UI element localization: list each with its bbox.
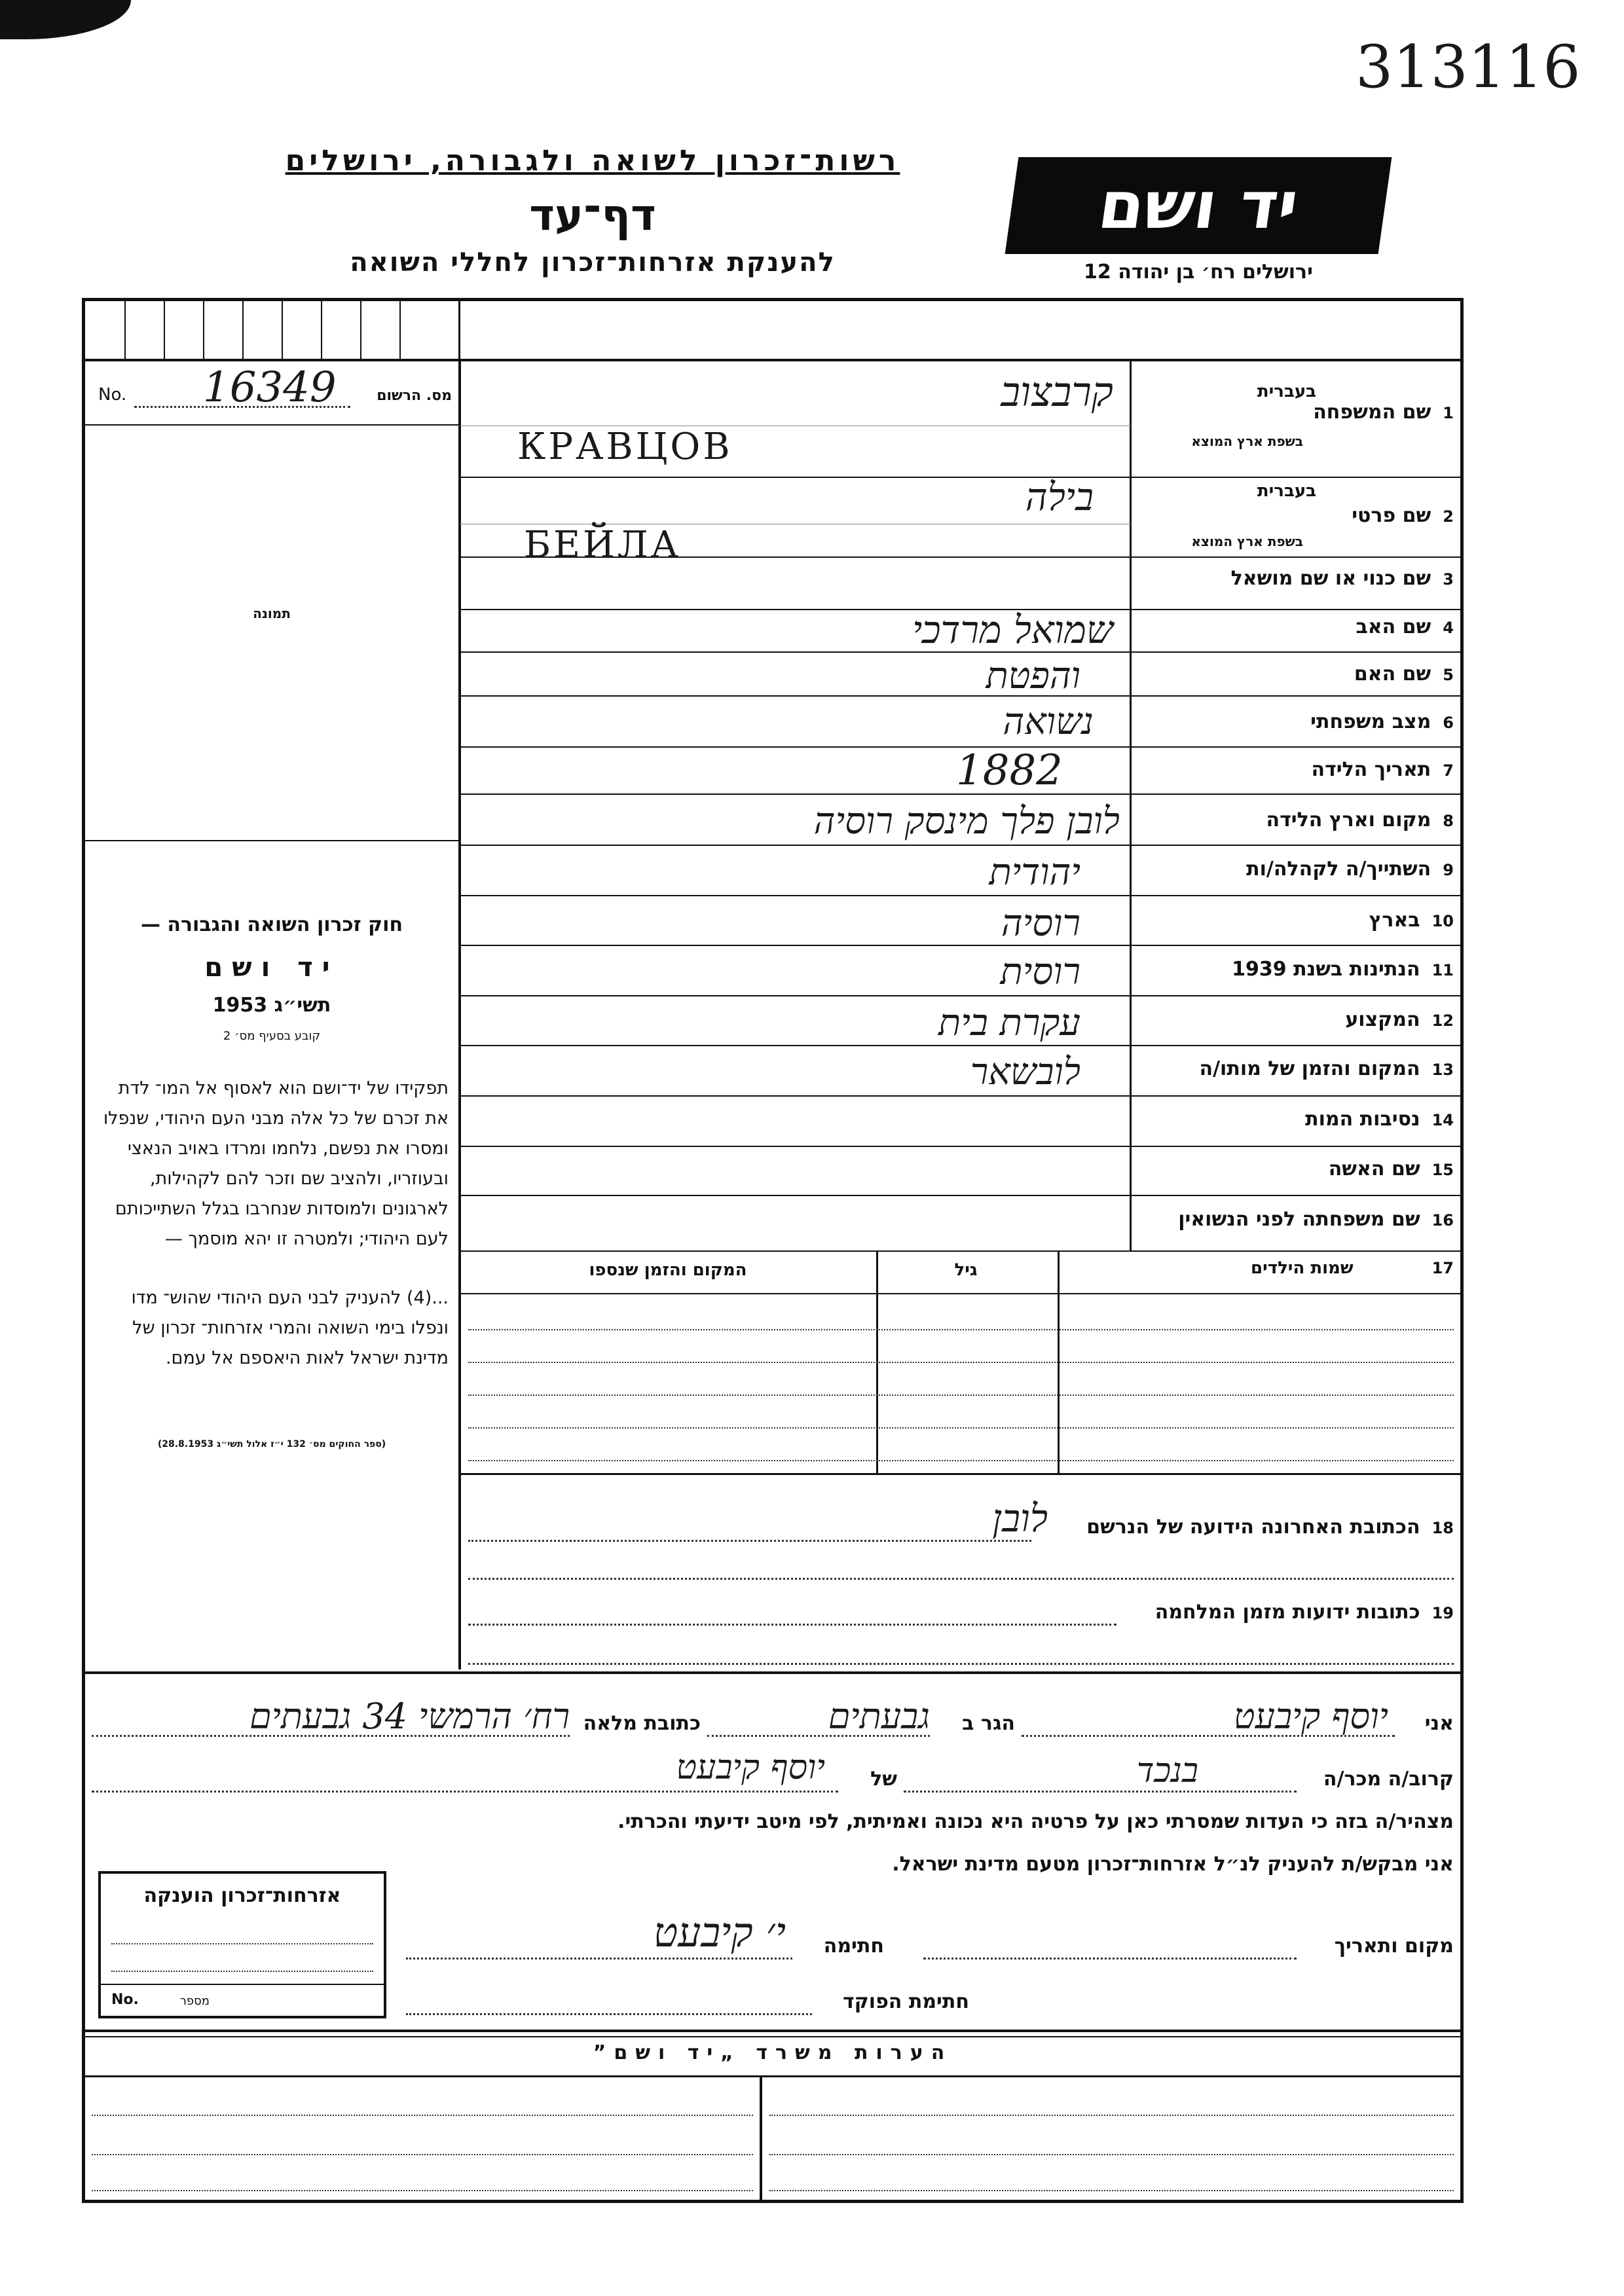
decl-city-value[interactable]: גבעתים — [828, 1696, 930, 1737]
field-7-label: 7תאריך הלידה — [1311, 758, 1454, 781]
law-year: תשי״ג 1953 — [212, 994, 331, 1017]
field-6-label: 6מצב משפחתי — [1310, 710, 1454, 733]
form-subtitle: להענקת אזרחות־זכרון לחללי השואה — [350, 247, 836, 278]
law-clause-ref: קובע בסעיף מס׳ 2 — [223, 1029, 321, 1043]
field-5-value[interactable]: והפטת — [986, 655, 1080, 697]
decl-name-value[interactable]: יוסף קיבעט — [1233, 1696, 1388, 1737]
field-10-label: 10בארץ — [1369, 909, 1454, 932]
decl-of-label: של — [870, 1768, 897, 1791]
field-1-sub-bottom: בשפת ארץ המוצא — [1191, 433, 1303, 449]
field-7-value[interactable]: 1882 — [956, 746, 1063, 795]
citizenship-box-title: אזרחות־זכרון הוענקה — [143, 1884, 341, 1907]
law-paragraph-1: תפקידו של יד־ושם הוא לאסוף אל המו־ לדת את זכרם של כל אלה מבני העם היהודי, שנפלו ומסרו את נפשם, נלחמו ומרדו באויב הנאצי ובעוזריו, ולהציב שם וזכר להם לקהילות, לארגונים ולמוסדות שנחרבו בגלל השתייכותם לעם היהודי; ולמטרה זו יהא מוסמך — — [103, 1078, 449, 1249]
decl-address-value[interactable]: רח׳ הרמשי 34 גבעתים — [249, 1696, 570, 1737]
citizenship-box-number-en: No. — [111, 1992, 139, 2008]
field-1-sub-top: בעברית — [1257, 382, 1316, 401]
children-col-age: גיל — [954, 1260, 978, 1280]
field-4-label: 4שם האב — [1356, 615, 1454, 638]
field-5-label: 5שם האם — [1354, 663, 1454, 685]
decl-signature-value[interactable]: י׳ קיבעט — [653, 1908, 786, 1956]
field-12-label: 12המקצוע — [1345, 1008, 1454, 1031]
field-2-sub-bottom: בשפת ארץ המוצא — [1191, 534, 1303, 549]
field-19-label: 19כתובות ידועות מזמן המלחמה — [1154, 1601, 1454, 1624]
registration-no-label: No. — [98, 385, 127, 405]
field-2-value-native[interactable]: БЕЙЛА — [524, 524, 682, 566]
field-1-value-native[interactable]: КРАВЦОВ — [517, 426, 733, 468]
field-4-value[interactable]: שמואל מרדכי — [912, 608, 1113, 652]
field-9-value[interactable]: יהודית — [989, 851, 1080, 894]
decl-resides-label: הגר ב — [962, 1712, 1015, 1735]
remarks-header: הערות משרד „יד ושם” — [593, 2041, 953, 2064]
field-3-label: 3שם כנוי או שם מושאל — [1230, 567, 1454, 590]
yad-vashem-logo: יד ושם — [1005, 157, 1392, 254]
decl-relative-label: קרוב/ה מכר/ה — [1323, 1768, 1454, 1791]
scan-artifact — [0, 0, 131, 39]
field-11-value[interactable]: רוסית — [1000, 951, 1080, 993]
field-18-label: 18הכתובת האחרונה הידועה של הנרשם — [1086, 1516, 1454, 1539]
citizenship-box-number-he: מספר — [179, 1994, 210, 2008]
registration-number: 16349 — [203, 363, 337, 412]
children-col-place: המקום והזמן שנספו — [589, 1260, 747, 1280]
decl-ani: אני — [1424, 1712, 1454, 1735]
authority-title: רשות־זכרון לשואה ולגבורה, ירושלים — [285, 144, 900, 177]
law-paragraph-2: ...(4) להעניק לבני העם היהודי שהוש־ מדו ונפלו בימי השואה והמרי אזרחות־ זכרון של מדינת ישראל לאות היאספם אל עמם. — [131, 1288, 449, 1368]
field-14-label: 14נסיבות המות — [1305, 1108, 1454, 1131]
decl-signature-label: חתימה — [823, 1935, 884, 1958]
law-source: (ספר החוקים מס׳ 132 י״ז אלול תשי״ג 28.8.1953) — [157, 1439, 386, 1449]
field-8-label: 8מקום וארץ הלידה — [1266, 809, 1454, 831]
decl-relation-value[interactable]: בנכד — [1136, 1751, 1198, 1791]
field-2-sub-top: בעברית — [1257, 481, 1316, 501]
decl-officer-label: חתימת הפוקד — [843, 1990, 969, 2013]
archive-number: 313116 — [1356, 33, 1581, 101]
field-12-value[interactable]: עקרת בית — [938, 1002, 1080, 1044]
field-1-value-he[interactable]: קרבצוב — [1001, 368, 1113, 416]
field-11-label: 11הנתינות בשנת 1939 — [1232, 958, 1454, 981]
logo-address: ירושלים רח׳ בן יהודה 12 — [1084, 261, 1313, 283]
field-10-value[interactable]: רוסיה — [1001, 902, 1080, 945]
decl-place-date-label: מקום ותאריך — [1334, 1935, 1454, 1958]
field-1-label: 1שם המשפחה — [1313, 401, 1454, 424]
field-13-label: 13המקום והזמן של מותו/ה — [1199, 1057, 1454, 1080]
children-col-names: 17שמות הילדים — [1251, 1258, 1454, 1278]
field-16-label: 16שם משפחתה לפני הנשואין — [1178, 1208, 1454, 1231]
decl-of-value[interactable]: יוסף קיבעט — [676, 1748, 825, 1787]
photo-label: תמונה — [253, 606, 291, 621]
field-13-value[interactable]: לובשאר — [970, 1051, 1080, 1093]
form-title: דף־עד — [529, 190, 656, 240]
decl-address-label: כתובת מלאה — [583, 1712, 701, 1735]
decl-statement: מצהיר/ה בזה כי העדות שמסרתי כאן על פרטיה היא נכונה ואמיתית, לפי מיטב ידיעתי והכרתי. — [618, 1810, 1454, 1833]
field-18-value[interactable]: לובן — [992, 1496, 1048, 1540]
field-2-label: 2שם פרטי — [1352, 504, 1454, 527]
field-6-value[interactable]: נשואה — [1003, 701, 1094, 743]
law-title: חוק זכרון השואה והגבורה — — [140, 913, 403, 936]
registration-he-label: מס. הרשום — [377, 388, 452, 404]
field-8-value[interactable]: לובן פלך מינסק רוסיה — [813, 800, 1120, 843]
field-9-label: 9השתייך/ה לקהלה/ות — [1246, 858, 1454, 881]
decl-request: אני מבקש/ת להעניק לנ״ל אזרחות־זכרון מטעם מדינת ישראל. — [892, 1853, 1454, 1876]
field-15-label: 15שם האשה — [1328, 1157, 1454, 1180]
law-name: יד ושם — [204, 953, 339, 983]
field-2-value-he[interactable]: בילה — [1025, 475, 1094, 519]
